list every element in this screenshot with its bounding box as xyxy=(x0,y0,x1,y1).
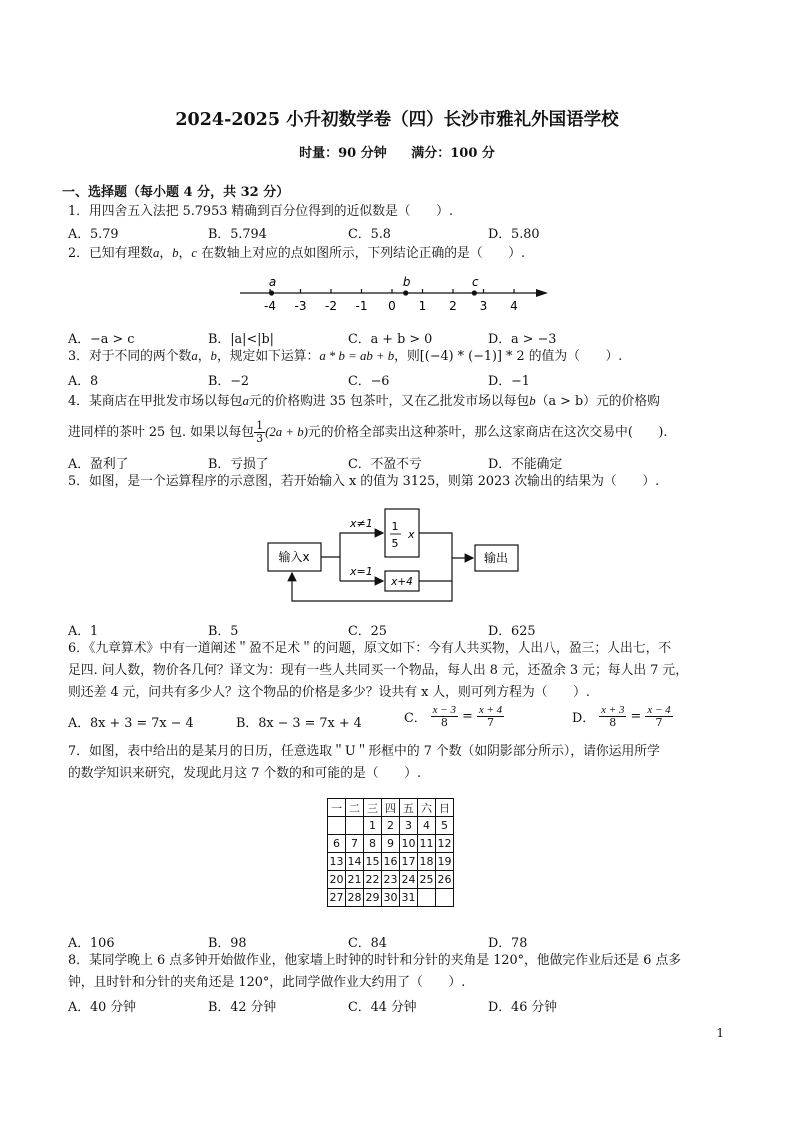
q7-option-a: A．106 xyxy=(68,936,115,951)
calendar-cell: 四 xyxy=(382,799,400,817)
tick-label: -3 xyxy=(294,299,307,313)
calendar-cell: 30 xyxy=(382,889,400,907)
calendar-cell: 24 xyxy=(400,871,418,889)
q7-option-b: B．98 xyxy=(208,936,247,951)
q4-option-d: D．不能确定 xyxy=(488,457,563,472)
q3-option-d: D．−1 xyxy=(488,374,530,389)
calendar-cell: 13 xyxy=(328,853,346,871)
q8-option-c: C．44 分钟 xyxy=(348,1000,417,1015)
q2-option-a: A．−a > c xyxy=(68,332,135,347)
q8-line2: 钟，且时针和分针的夹角还是 120°，此同学做作业大约用了（ ）. xyxy=(68,975,466,990)
calendar-cell xyxy=(328,817,346,835)
calendar-cell: 20 xyxy=(328,871,346,889)
svg-text:1: 1 xyxy=(391,520,399,533)
calendar-row xyxy=(328,835,454,853)
svg-text:x: x xyxy=(408,528,415,541)
calendar-cell: 3 xyxy=(400,817,418,835)
q1-option-c: C．5.8 xyxy=(348,227,391,242)
q8-option-a: A．40 分钟 xyxy=(68,1000,136,1015)
flow-diagram xyxy=(262,503,532,607)
calendar-cell: 10 xyxy=(400,835,418,853)
svg-text:x+4: x+4 xyxy=(391,576,413,588)
q7-option-d: D．78 xyxy=(488,936,528,951)
calendar-cell: 29 xyxy=(364,889,382,907)
q3-stem: 3．对于不同的两个数a，b，规定如下运算：a * b = ab + b，则[(−4) * (−1)] * 2 的值为（ ）. xyxy=(68,349,623,364)
calendar-cell: 6 xyxy=(328,835,346,853)
calendar-row xyxy=(328,817,454,835)
q4-option-a: A．盈利了 xyxy=(68,457,129,472)
calendar-cell: 16 xyxy=(382,853,400,871)
q2-option-b: B．|a|<|b| xyxy=(208,332,274,347)
page-number: 1 xyxy=(716,1026,724,1040)
calendar-cell: 12 xyxy=(436,835,454,853)
calendar-table-wrap xyxy=(327,798,454,907)
point-a xyxy=(269,290,274,295)
point-label-a: a xyxy=(268,275,277,289)
output-label: 输出 xyxy=(483,551,509,565)
calendar-cell: 15 xyxy=(364,853,382,871)
calendar-cell: 9 xyxy=(382,835,400,853)
q5-option-b: B．5 xyxy=(208,624,239,639)
calendar-cell: 19 xyxy=(436,853,454,871)
q6-option-a: A．8x + 3 = 7x − 4 xyxy=(68,716,194,731)
q8-option-b: B．42 分钟 xyxy=(208,1000,277,1015)
calendar-cell: 2 xyxy=(382,817,400,835)
calendar-cell xyxy=(418,889,436,907)
calendar-header-row xyxy=(328,799,454,817)
q5-option-a: A．1 xyxy=(68,624,99,639)
q4-fraction: $\frac{1}{3}$ xyxy=(256,419,264,445)
calendar-cell xyxy=(346,817,364,835)
calendar-cell: 18 xyxy=(418,853,436,871)
calendar-cell: 22 xyxy=(364,871,382,889)
tick-label: 1 xyxy=(418,299,427,313)
q6-line1: 6．《九章算术》中有一道阐述＂盈不足术＂的问题，原文如下：今有人共买物，人出八，盈三；人出七，不 xyxy=(68,641,672,656)
calendar-cell: 27 xyxy=(328,889,346,907)
calendar-table xyxy=(327,798,454,907)
point-c xyxy=(472,290,477,295)
time-label: 时量：90 分钟 xyxy=(299,146,387,161)
q2-option-d: D．a > −3 xyxy=(488,332,557,347)
calendar-cell: 23 xyxy=(382,871,400,889)
q7-line2: 的数学知识来研究，发现此月这 7 个数的和可能的是（ ）. xyxy=(68,766,422,781)
q8-option-d: D．46 分钟 xyxy=(488,1000,558,1015)
q4-line2: 进同样的茶叶 25 包. 如果以每包 $\frac{1}{3}$ (2a + b)元的价格全部卖出这种茶叶，那么这家商店在这次交易中( ). xyxy=(68,419,668,445)
q1-stem: 1．用四舍五入法把 5.7953 精确到百分位得到的近似数是（ ）. xyxy=(68,204,454,219)
q1-option-d: D．5.80 xyxy=(488,227,540,242)
calendar-cell: 21 xyxy=(346,871,364,889)
q4-option-c: C．不盈不亏 xyxy=(348,457,422,472)
svg-text:x≠1: x≠1 xyxy=(350,517,373,530)
calendar-cell: 三 xyxy=(364,799,382,817)
section-heading: 一、选择题（每小题 4 分，共 32 分） xyxy=(62,185,290,200)
q5-stem: 5．如图，是一个运算程序的示意图，若开始输入 x 的值为 3125，则第 2023 次输出的结果为（ ）. xyxy=(68,474,660,489)
calendar-cell: 14 xyxy=(346,853,364,871)
calendar-cell: 一 xyxy=(328,799,346,817)
score-label: 满分：100 分 xyxy=(411,146,495,161)
calendar-row xyxy=(328,889,454,907)
calendar-cell: 25 xyxy=(418,871,436,889)
calendar-cell: 11 xyxy=(418,835,436,853)
q6-option-c: C． $\frac{x - 3}{8}$ = $\frac{x + 4}{7}$ xyxy=(404,704,503,729)
calendar-cell: 六 xyxy=(418,799,436,817)
q6-line2: 足四. 问人数，物价各几何？译文为：现有一些人共同买一个物品，每人出 8 元，还盈余 3 元；每人出 7 元， xyxy=(68,663,689,678)
calendar-cell: 17 xyxy=(400,853,418,871)
calendar-cell: 4 xyxy=(418,817,436,835)
calendar-cell: 7 xyxy=(346,835,364,853)
point-label-b: b xyxy=(402,275,411,289)
tick-label: -1 xyxy=(355,299,368,313)
q3-option-a: A．8 xyxy=(68,374,99,389)
q3-option-c: C．−6 xyxy=(348,374,390,389)
input-label: 输入x xyxy=(278,550,310,564)
tick-label: 3 xyxy=(479,299,488,313)
calendar-cell: 5 xyxy=(436,817,454,835)
tick-label: -2 xyxy=(325,299,337,313)
q4-line1: 4．某商店在甲批发市场以每包a元的价格购进 35 包茶叶，又在乙批发市场以每包b（a > b）元的价格购 xyxy=(68,394,660,409)
q4-option-b: B．亏损了 xyxy=(208,457,269,472)
tick-label: 4 xyxy=(510,299,518,313)
svg-text:x=1: x=1 xyxy=(350,565,373,578)
calendar-cell: 26 xyxy=(436,871,454,889)
q6-option-b: B．8x − 3 = 7x + 4 xyxy=(236,716,362,731)
tick-label: 2 xyxy=(449,299,457,313)
calendar-row xyxy=(328,871,454,889)
calendar-cell: 31 xyxy=(400,889,418,907)
number-line xyxy=(230,272,560,318)
svg-text:5: 5 xyxy=(391,537,399,550)
q2-stem: 2．已知有理数a，b，c 在数轴上对应的点如图所示，下列结论正确的是（ ）. xyxy=(68,246,526,261)
q5-option-d: D．625 xyxy=(488,624,536,639)
calendar-cell: 二 xyxy=(346,799,364,817)
q1-option-a: A．5.79 xyxy=(68,227,119,242)
q6-option-d: D． $\frac{x + 3}{8}$ = $\frac{x - 4}{7}$ xyxy=(572,704,671,729)
q7-option-c: C．84 xyxy=(348,936,387,951)
point-label-c: c xyxy=(472,275,479,289)
q3-option-b: B．−2 xyxy=(208,374,250,389)
exam-info xyxy=(0,142,794,161)
q5-option-c: C．25 xyxy=(348,624,387,639)
calendar-row xyxy=(328,853,454,871)
q2-option-c: C．a + b > 0 xyxy=(348,332,433,347)
calendar-cell: 五 xyxy=(400,799,418,817)
tick-label: 0 xyxy=(388,299,396,313)
calendar-cell xyxy=(436,889,454,907)
calendar-cell: 8 xyxy=(364,835,382,853)
calendar-cell: 28 xyxy=(346,889,364,907)
q8-line1: 8．某同学晚上 6 点多钟开始做作业，他家墙上时钟的时针和分针的夹角是 120°，他做完作业后还是 6 点多 xyxy=(68,953,682,968)
q1-option-b: B．5.794 xyxy=(208,227,267,242)
q7-line1: 7．如图，表中给出的是某月的日历，任意选取＂U＂形框中的 7 个数（如阴影部分所示），请你运用所学 xyxy=(68,744,660,759)
tick-label: -4 xyxy=(264,299,276,313)
calendar-cell: 1 xyxy=(364,817,382,835)
point-b xyxy=(403,290,408,295)
page-title: 2024-2025 小升初数学卷（四）长沙市雅礼外国语学校 xyxy=(175,110,619,130)
calendar-cell: 日 xyxy=(436,799,454,817)
q6-line3: 则还差 4 元，问共有多少人？这个物品的价格是多少？设共有 x 人，则可列方程为（ ）. xyxy=(68,685,590,700)
